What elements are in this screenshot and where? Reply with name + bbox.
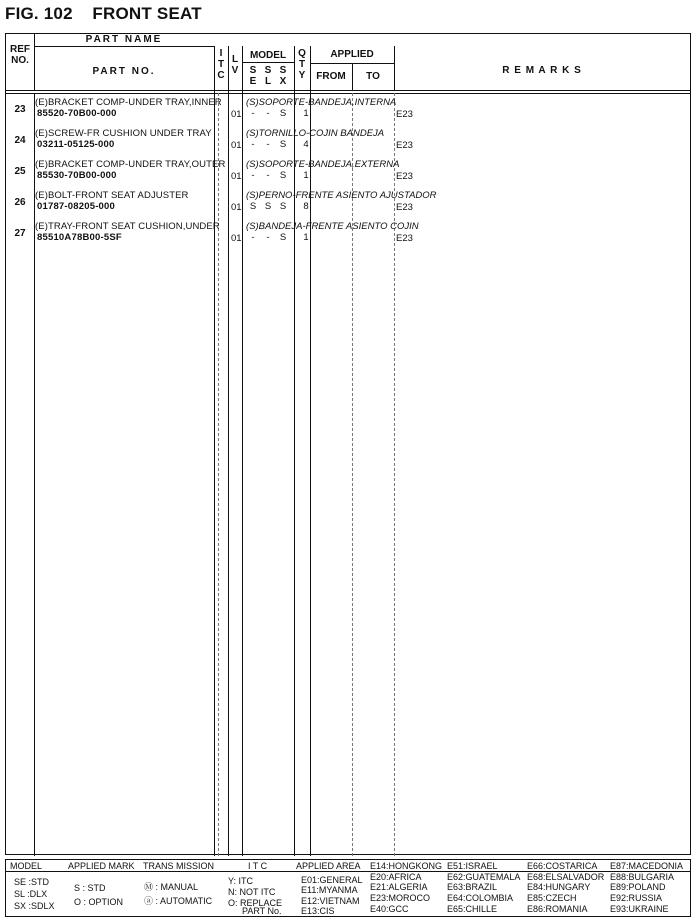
part-name-spanish: (S)SOPORTE-BANDEJA,INTERNA bbox=[246, 97, 397, 108]
legend-area: E65:CHILLE bbox=[447, 904, 498, 914]
part-name: (E)BOLT-FRONT SEAT ADJUSTER bbox=[35, 190, 189, 201]
remarks-value: E23 bbox=[396, 171, 413, 182]
part-number: 85530-70B00-000 bbox=[37, 170, 117, 181]
model-sx-value: S bbox=[279, 139, 287, 150]
legend-area: E01:GENERAL bbox=[301, 875, 363, 885]
remarks-value: E23 bbox=[396, 233, 413, 244]
model-header: MODEL bbox=[249, 50, 287, 61]
ref-number: 26 bbox=[14, 197, 26, 208]
model-sl-value: - bbox=[266, 170, 270, 181]
part-number: 85510A78B00-5SF bbox=[37, 232, 122, 243]
legend-area: E13:CIS bbox=[301, 906, 335, 916]
legend-area: E11:MYANMA bbox=[301, 885, 358, 895]
ref-number: 23 bbox=[14, 104, 26, 115]
legend-area: E40:GCC bbox=[370, 904, 409, 914]
part-name: (E)BRACKET COMP-UNDER TRAY,INNER bbox=[35, 97, 222, 108]
ref-number: 27 bbox=[14, 228, 26, 239]
legend-itc-partno: PART No. bbox=[242, 906, 282, 916]
parts-table bbox=[5, 33, 691, 855]
legend-area: E12:VIETNAM bbox=[301, 896, 360, 906]
part-name-spanish: (S)SOPORTE-BANDEJA,EXTERNA bbox=[246, 159, 400, 170]
model-sx-value: S bbox=[279, 108, 287, 119]
lv-header: L V bbox=[231, 54, 239, 76]
legend-area: E20:AFRICA bbox=[370, 872, 422, 882]
remarks-value: E23 bbox=[396, 140, 413, 151]
legend-area: E51:ISRAEL bbox=[447, 861, 498, 871]
legend-area: E68:ELSALVADOR bbox=[527, 872, 605, 882]
part-name-spanish: (S)TORNILLO-COJIN BANDEJA bbox=[246, 128, 385, 139]
legend-area: E62:GUATEMALA bbox=[447, 872, 521, 882]
legend-area: E93:UKRAINE bbox=[610, 904, 669, 914]
from-header: FROM bbox=[316, 71, 346, 82]
legend-model-title: MODEL bbox=[10, 861, 43, 871]
legend-area: E23:MOROCO bbox=[370, 893, 431, 903]
legend-trans-manual: Ⓜ : MANUAL bbox=[144, 882, 199, 892]
model-se-value: - bbox=[251, 170, 255, 181]
legend-box bbox=[5, 859, 691, 917]
legend-area: E63:BRAZIL bbox=[447, 882, 498, 892]
legend-itc-o: O: REPLACE bbox=[228, 898, 283, 908]
to-header: TO bbox=[366, 71, 380, 82]
model-sx-value: S bbox=[279, 170, 287, 181]
part-name-spanish: (S)PERNO-FRENTE ASIENTO AJUSTADOR bbox=[246, 190, 437, 201]
model-col-sl: S L bbox=[264, 65, 272, 87]
itc-value: 01 bbox=[231, 171, 242, 182]
itc-value: 01 bbox=[231, 202, 242, 213]
model-sl-value: - bbox=[266, 139, 270, 150]
legend-area: E14:HONGKONG bbox=[370, 861, 443, 871]
qty-value: 8 bbox=[303, 201, 309, 212]
applied-header: APPLIED bbox=[330, 49, 374, 60]
part-number: 03211-05125-000 bbox=[37, 139, 115, 150]
qty-value: 1 bbox=[303, 108, 309, 119]
model-se-value: - bbox=[251, 232, 255, 243]
ref-number: 25 bbox=[14, 166, 26, 177]
legend-area: E84:HUNGARY bbox=[527, 882, 591, 892]
legend-model-se: SE :STD bbox=[14, 877, 50, 887]
legend-area: E86:ROMANIA bbox=[527, 904, 588, 914]
legend-model-sl: SL :DLX bbox=[14, 889, 48, 899]
legend-area: E92:RUSSIA bbox=[610, 893, 663, 903]
legend-itc-y: Y: ITC bbox=[228, 876, 254, 886]
part-name: (E)TRAY-FRONT SEAT CUSHION,UNDER bbox=[35, 221, 220, 232]
itc-header: I T C bbox=[217, 48, 225, 81]
itc-value: 01 bbox=[231, 140, 242, 151]
legend-area: E64:COLOMBIA bbox=[447, 893, 514, 903]
model-sx-value: S bbox=[279, 201, 287, 212]
model-se-value: - bbox=[251, 139, 255, 150]
model-se-value: S bbox=[249, 201, 257, 212]
part-name: (E)BRACKET COMP-UNDER TRAY,OUTER bbox=[35, 159, 226, 170]
legend-area: E88:BULGARIA bbox=[610, 872, 675, 882]
itc-value: 01 bbox=[231, 109, 242, 120]
part-name: (E)SCREW-FR CUSHION UNDER TRAY bbox=[35, 128, 212, 139]
legend-applied-mark-title: APPLIED MARK bbox=[68, 861, 135, 871]
qty-value: 1 bbox=[303, 170, 309, 181]
remarks-value: E23 bbox=[396, 202, 413, 213]
qty-value: 4 bbox=[303, 139, 309, 150]
model-sl-value: S bbox=[264, 201, 272, 212]
part-no-header: PART NO. bbox=[92, 66, 156, 77]
legend-area: E89:POLAND bbox=[610, 882, 666, 892]
model-sl-value: - bbox=[266, 108, 270, 119]
legend-itc-n: N: NOT ITC bbox=[228, 887, 276, 897]
ref-number: 24 bbox=[14, 135, 26, 146]
remarks-value: E23 bbox=[396, 109, 413, 120]
legend-area: E66:COSTARICA bbox=[527, 861, 598, 871]
model-sx-value: S bbox=[279, 232, 287, 243]
legend-model-sx: SX :SDLX bbox=[14, 901, 55, 911]
legend-trans-automatic: ⓐ : AUTOMATIC bbox=[144, 896, 213, 906]
legend-area-title: APPLIED AREA bbox=[296, 861, 361, 871]
legend-area: E85:CZECH bbox=[527, 893, 577, 903]
model-col-se: S E bbox=[249, 65, 257, 87]
qty-header: Q T Y bbox=[298, 48, 306, 81]
ref-no-header: REF NO. bbox=[10, 44, 30, 66]
qty-value: 1 bbox=[303, 232, 309, 243]
model-sl-value: - bbox=[266, 232, 270, 243]
model-col-sx: S X bbox=[279, 65, 287, 87]
part-number: 01787-08205-000 bbox=[37, 201, 116, 212]
legend-trans-title: TRANS MISSION bbox=[143, 861, 215, 871]
legend-area: E21:ALGERIA bbox=[370, 882, 428, 892]
remarks-header: R E M A R K S bbox=[502, 65, 582, 76]
itc-value: 01 bbox=[231, 233, 242, 244]
legend-mark-std: S : STD bbox=[74, 883, 106, 893]
legend-area: E87:MACEDONIA bbox=[610, 861, 684, 871]
figure-title: FIG. 102 FRONT SEAT bbox=[5, 4, 202, 23]
legend-mark-option: O : OPTION bbox=[74, 897, 124, 907]
part-name-header: PART NAME bbox=[85, 34, 163, 45]
part-name-spanish: (S)BANDEJA-FRENTE ASIENTO COJIN bbox=[246, 221, 419, 232]
part-number: 85520-70B00-000 bbox=[37, 108, 117, 119]
model-se-value: - bbox=[251, 108, 255, 119]
legend-itc-title: I T C bbox=[248, 861, 268, 871]
